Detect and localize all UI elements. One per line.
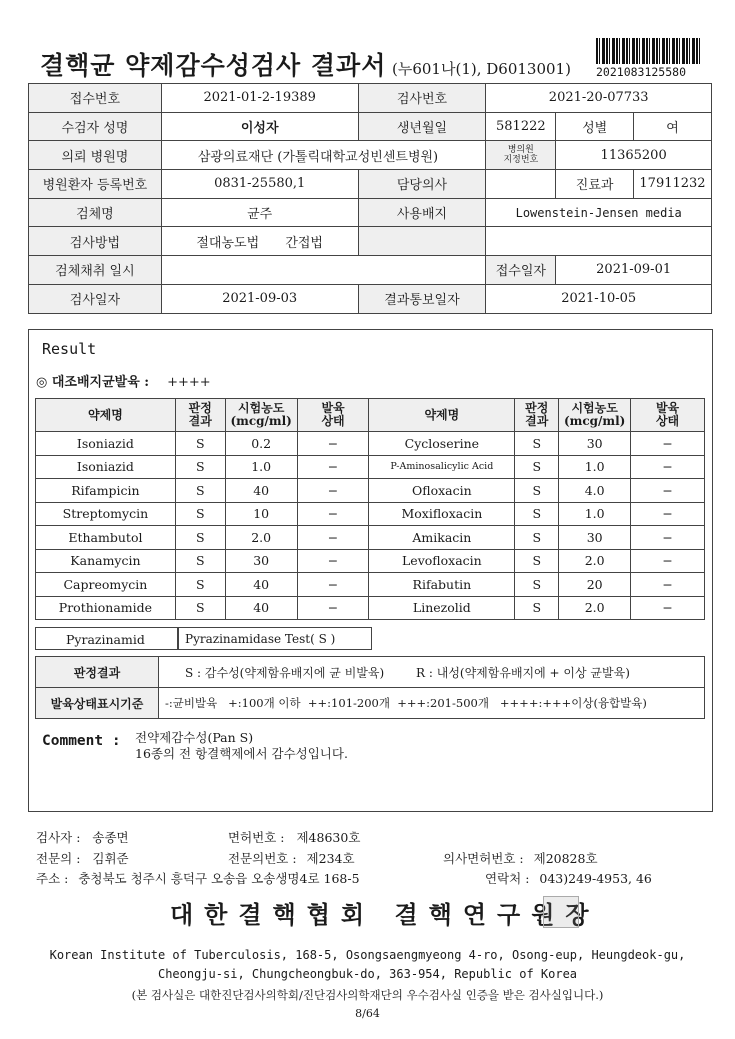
col-judge-2-line2: 결과 xyxy=(525,414,549,428)
institution-no-label xyxy=(486,141,556,170)
dept-label: 진료과 xyxy=(556,170,634,199)
judgement: S xyxy=(515,549,559,573)
growth-status: − xyxy=(297,526,369,550)
report-code: (누601나(1), D6013001) xyxy=(392,60,571,78)
judgement: S xyxy=(515,596,559,620)
page-number: 8/64 xyxy=(355,1007,380,1020)
received-date: 2021-09-01 xyxy=(556,256,712,285)
method-label: 검사방법 xyxy=(29,227,162,256)
drug-susceptibility-table xyxy=(35,398,705,620)
judgement: S xyxy=(515,573,559,597)
col-judge-line2: 결과 xyxy=(188,414,212,428)
drug-name: Rifabutin xyxy=(369,573,515,597)
comment-line-1: 전약제감수성(Pan S) xyxy=(135,730,254,745)
judgement: S xyxy=(175,455,225,479)
judgement: S xyxy=(175,502,225,526)
institution-no-label-line2: 지정번호 xyxy=(503,155,539,166)
contact-label: 연락처 : xyxy=(485,871,530,886)
col-conc-2-line1: 시험농도 xyxy=(571,401,618,415)
control-growth-value: ++++ xyxy=(167,375,211,390)
col-growth-2 xyxy=(631,399,705,432)
birth-label: 생년월일 xyxy=(358,112,486,141)
growth-status: − xyxy=(297,502,369,526)
drug-name: Rifampicin xyxy=(36,479,176,503)
drug-name: Ofloxacin xyxy=(369,479,515,503)
judgement: S xyxy=(515,455,559,479)
concentration: 30 xyxy=(225,549,297,573)
hospital-label: 의뢰 병원명 xyxy=(29,141,162,170)
col-judge-2 xyxy=(515,399,559,432)
institute-name-kr: 대한결핵협회 결핵연구원장 xyxy=(170,900,600,929)
blank-label xyxy=(358,227,486,256)
judgement-legend xyxy=(159,657,705,688)
pyrazinamid-value: Pyrazinamidase Test( S ) xyxy=(178,627,372,650)
col-conc xyxy=(225,399,297,432)
judgement: S xyxy=(515,432,559,456)
concentration: 2.0 xyxy=(559,596,631,620)
patient-name: 이성자 xyxy=(161,112,358,141)
sex-label: 성별 xyxy=(556,112,634,141)
medium: Lowenstein-Jensen media xyxy=(486,198,712,227)
table-row xyxy=(36,657,705,688)
growth-status: − xyxy=(631,455,705,479)
control-growth xyxy=(36,371,211,390)
medium-label: 사용배지 xyxy=(358,198,486,227)
col-growth-line1: 발육 xyxy=(321,401,345,415)
concentration: 0.2 xyxy=(225,432,297,456)
test-date-label: 검사일자 xyxy=(29,284,162,313)
reg-no: 0831-25580,1 xyxy=(161,170,358,199)
certification-note: (본 검사실은 대한진단검사의학회/진단검사의학재단의 우수검사실 인증을 받은 검사실입니다.) xyxy=(131,988,604,1002)
method-absolute: 절대농도법 xyxy=(196,235,260,251)
barcode-number: 2021083125580 xyxy=(596,65,687,79)
doctor-label: 담당의사 xyxy=(358,170,486,199)
license-no: 제48630호 xyxy=(296,830,361,845)
table-header-row xyxy=(36,399,705,432)
report-date-label: 결과통보일자 xyxy=(358,284,486,313)
judgement: S xyxy=(175,596,225,620)
drug-name: Moxifloxacin xyxy=(369,502,515,526)
hospital: 삼광의료재단 (가톨릭대학교성빈센트병원) xyxy=(161,141,486,170)
concentration: 40 xyxy=(225,596,297,620)
specialist-label: 전문의 : xyxy=(36,851,81,866)
table-row xyxy=(29,84,712,113)
received-date-label: 접수일자 xyxy=(486,256,556,285)
institute-address-en-line1: Korean Institute of Tuberculosis, 168-5, Osongsaengmyeong 4-ro, Osong-eup, Heungdeok-gu, xyxy=(49,948,686,962)
judgement: S xyxy=(515,526,559,550)
col-judge-2-line1: 판정 xyxy=(525,401,549,415)
method-indirect: 간접법 xyxy=(285,235,323,251)
table-row xyxy=(36,526,705,550)
drug-name: P-Aminosalicylic Acid xyxy=(369,455,515,479)
drug-name: Isoniazid xyxy=(36,455,176,479)
judgement: S xyxy=(175,526,225,550)
specialist-no-group xyxy=(228,849,355,867)
growth-status: − xyxy=(631,596,705,620)
col-conc-2-line2: (mcg/ml) xyxy=(563,414,626,428)
growth-status: − xyxy=(297,573,369,597)
concentration: 2.0 xyxy=(225,526,297,550)
table-row xyxy=(36,502,705,526)
control-growth-label: ◎ 대조배지균발육 : xyxy=(36,375,150,390)
drug-name: Cycloserine xyxy=(369,432,515,456)
patient-name-label: 수검자 성명 xyxy=(29,112,162,141)
contact-group xyxy=(485,869,652,887)
concentration: 30 xyxy=(559,432,631,456)
method xyxy=(161,227,358,256)
comment-text xyxy=(135,730,348,762)
doctor-license: 제20828호 xyxy=(533,851,598,866)
comment-label: Comment : xyxy=(42,733,121,749)
collection-date xyxy=(161,256,486,285)
col-growth-line2: 상태 xyxy=(321,414,345,428)
table-row xyxy=(29,227,712,256)
table-row xyxy=(29,141,712,170)
table-row xyxy=(36,596,705,620)
concentration: 40 xyxy=(225,573,297,597)
growth-status: − xyxy=(297,432,369,456)
table-row xyxy=(36,549,705,573)
test-no-label: 검사번호 xyxy=(358,84,486,113)
report-title: 결핵균 약제감수성검사 결과서 xyxy=(40,51,387,80)
drug-name: Linezolid xyxy=(369,596,515,620)
license-label: 면허번호 : xyxy=(228,830,285,845)
table-row xyxy=(36,573,705,597)
growth-status: − xyxy=(631,479,705,503)
specialist-no: 제234호 xyxy=(306,851,355,866)
growth-status: − xyxy=(631,432,705,456)
growth-status: − xyxy=(297,455,369,479)
col-drug-2: 약제명 xyxy=(369,399,515,432)
barcode xyxy=(596,38,700,64)
doctor xyxy=(486,170,556,199)
col-conc-2 xyxy=(559,399,631,432)
growth-status: − xyxy=(631,526,705,550)
drug-name: Ethambutol xyxy=(36,526,176,550)
judgement-legend-table xyxy=(35,656,705,719)
col-conc-line1: 시험농도 xyxy=(237,401,285,415)
concentration: 1.0 xyxy=(225,455,297,479)
drug-name: Capreomycin xyxy=(36,573,176,597)
concentration: 20 xyxy=(559,573,631,597)
reg-no-label: 병원환자 등록번호 xyxy=(29,170,162,199)
drug-name: Kanamycin xyxy=(36,549,176,573)
reception-no-label: 접수번호 xyxy=(29,84,162,113)
growth-status: − xyxy=(297,479,369,503)
concentration: 40 xyxy=(225,479,297,503)
concentration: 10 xyxy=(225,502,297,526)
doctor-license-label: 의사면허번호 : xyxy=(443,851,524,866)
concentration: 1.0 xyxy=(559,502,631,526)
result-label: Result xyxy=(42,340,97,358)
col-growth xyxy=(297,399,369,432)
collection-date-label: 검체채취 일시 xyxy=(29,256,162,285)
judgement: S xyxy=(175,432,225,456)
report-date: 2021-10-05 xyxy=(486,284,712,313)
col-drug: 약제명 xyxy=(36,399,176,432)
specialist xyxy=(36,849,129,867)
concentration: 1.0 xyxy=(559,455,631,479)
reception-no: 2021-01-2-19389 xyxy=(161,84,358,113)
drug-name: Isoniazid xyxy=(36,432,176,456)
col-conc-line2: (mcg/ml) xyxy=(230,414,292,428)
license xyxy=(228,828,360,846)
growth-standard-label: 발육상태표시기준 xyxy=(36,688,159,719)
judgement: S xyxy=(515,479,559,503)
growth-status: − xyxy=(297,549,369,573)
comment-line-2: 16종의 전 항결핵제에서 감수성입니다. xyxy=(135,746,348,761)
address-group xyxy=(36,869,360,887)
doctor-license-group xyxy=(443,849,598,867)
judgement: S xyxy=(515,502,559,526)
drug-name: Streptomycin xyxy=(36,502,176,526)
sex: 여 xyxy=(633,112,711,141)
growth-status: − xyxy=(297,596,369,620)
examiner xyxy=(36,828,129,846)
table-row xyxy=(29,170,712,199)
institution-no: 11365200 xyxy=(556,141,712,170)
test-date: 2021-09-03 xyxy=(161,284,358,313)
address: 충청북도 청주시 흥덕구 오송읍 오송생명4로 168-5 xyxy=(78,871,360,886)
col-judge-line1: 판정 xyxy=(188,401,212,415)
judgement-r: R : 내성(약제함유배지에 + 이상 균발육) xyxy=(416,665,630,680)
table-row xyxy=(29,256,712,285)
dept: 17911232 xyxy=(633,170,711,199)
test-no: 2021-20-07733 xyxy=(486,84,712,113)
table-row xyxy=(36,432,705,456)
blank-cell xyxy=(486,227,712,256)
growth-status: − xyxy=(631,549,705,573)
specialist-name: 김휘준 xyxy=(92,851,129,866)
table-row xyxy=(36,479,705,503)
official-seal xyxy=(543,896,579,928)
specimen: 균주 xyxy=(161,198,358,227)
address-label: 주소 : xyxy=(36,871,69,886)
birth: 581222 xyxy=(486,112,556,141)
growth-status: − xyxy=(631,502,705,526)
table-row xyxy=(36,455,705,479)
patient-info-table xyxy=(28,83,712,314)
col-growth-2-line1: 발육 xyxy=(655,401,680,415)
examiner-name: 송종면 xyxy=(92,830,129,845)
table-row xyxy=(36,688,705,719)
concentration: 4.0 xyxy=(559,479,631,503)
judgement-label: 판정결과 xyxy=(36,657,159,688)
concentration: 30 xyxy=(559,526,631,550)
col-judge xyxy=(175,399,225,432)
col-growth-2-line2: 상태 xyxy=(655,414,680,428)
growth-standard: -:균비발육 +:100개 이하 ++:101-200개 +++:201-500개 ++++:+++이상(융합발육) xyxy=(159,688,705,719)
specialist-no-label: 전문의번호 : xyxy=(228,851,297,866)
drug-name: Prothionamide xyxy=(36,596,176,620)
judgement: S xyxy=(175,573,225,597)
table-row xyxy=(29,112,712,141)
table-row xyxy=(29,198,712,227)
specimen-label: 검체명 xyxy=(29,198,162,227)
judgement: S xyxy=(175,549,225,573)
growth-status: − xyxy=(631,573,705,597)
examiner-label: 검사자 : xyxy=(36,830,81,845)
concentration: 2.0 xyxy=(559,549,631,573)
pyrazinamid-label: Pyrazinamid xyxy=(35,627,178,650)
table-row xyxy=(29,284,712,313)
drug-name: Levofloxacin xyxy=(369,549,515,573)
drug-name: Amikacin xyxy=(369,526,515,550)
institution-no-label-line1: 병의원 xyxy=(507,145,534,156)
judgement: S xyxy=(175,479,225,503)
judgement-s: S : 감수성(약제함유배지에 균 비발육) xyxy=(185,665,385,680)
institute-address-en xyxy=(40,946,695,984)
institute-address-en-line2: Cheongju-si, Chungcheongbuk-do, 363-954, Republic of Korea xyxy=(157,967,578,981)
contact: 043)249-4953, 46 xyxy=(539,871,652,886)
